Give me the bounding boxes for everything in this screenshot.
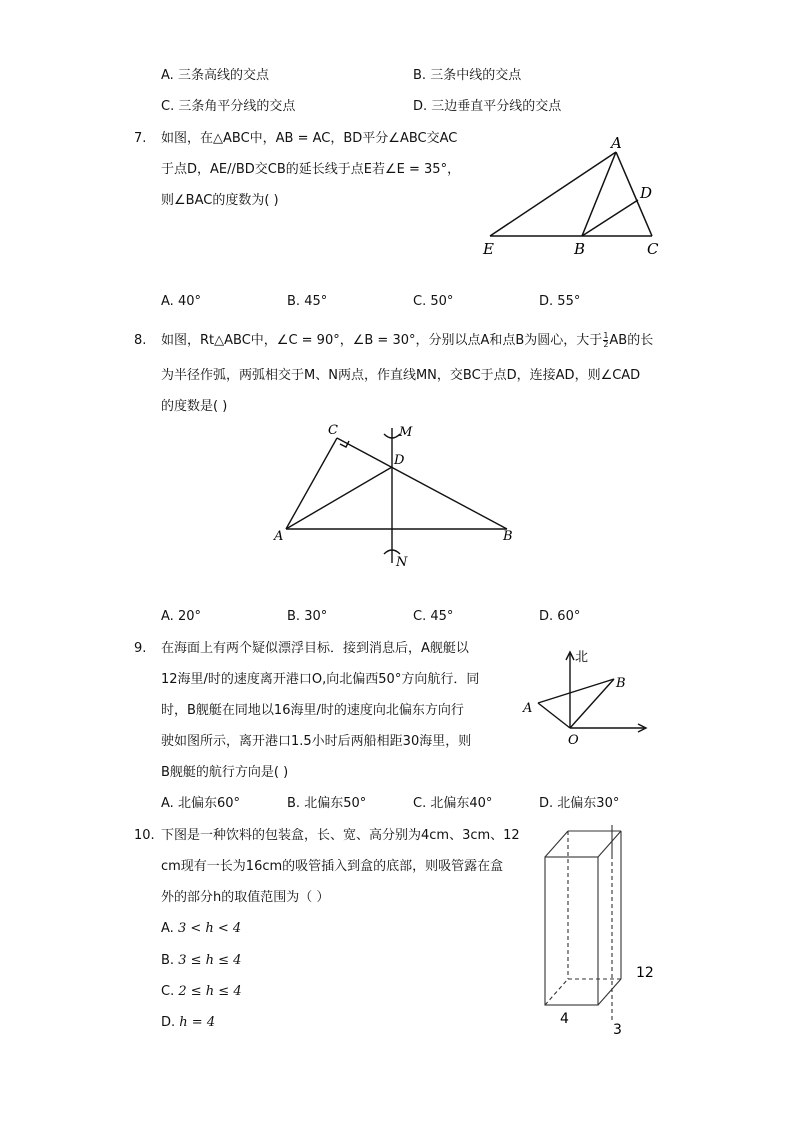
q10-option-d[interactable]: D. h = 4 <box>161 1015 216 1030</box>
q7-label-b: B <box>574 240 586 258</box>
q8-number: 8. <box>134 333 147 348</box>
q10-stem-line-1: 下图是一种饮料的包装盒，长、宽、高分别为4cm、3cm、12 <box>161 828 520 843</box>
q7-label-c: C <box>647 240 659 258</box>
q8-option-b[interactable]: B. 30° <box>287 609 328 624</box>
q8-stem-line-1: 如图，Rt△ABC中，∠C = 90°，∠B = 30°，分别以点A和点B为圆心，大于 $\frac{1}{2}$ AB的长 <box>161 331 654 349</box>
q8-option-a[interactable]: A. 20° <box>161 609 201 624</box>
q8-label-b: B <box>503 529 513 544</box>
q9-stem-line-3: 时，B舰艇在同地以16海里/时的速度向北偏东方向行 <box>161 703 464 718</box>
q7-label-a: A <box>611 134 622 152</box>
q10-number: 10. <box>134 828 155 843</box>
q8-stem-line-3: 的度数是( ) <box>161 399 228 414</box>
q7-option-d[interactable]: D. 55° <box>539 294 581 309</box>
q10-option-a[interactable]: A. 3 < h < 4 <box>161 921 242 936</box>
q8-fraction: $\frac{1}{2}$ <box>603 331 609 349</box>
q7-stem-line-1: 如图，在△ABC中，AB = AC，BD平分∠ABC交AC <box>161 131 458 146</box>
q7-option-c[interactable]: C. 50° <box>413 294 454 309</box>
q10-option-b[interactable]: B. 3 ≤ h ≤ 4 <box>161 953 242 968</box>
q10-stem-line-3: 外的部分h的取值范围为（ ） <box>161 890 330 905</box>
q7-stem-line-2: 于点D，AE//BD交CB的延长线于点E若∠E = 35°， <box>161 162 461 177</box>
q10-label-length: 4 <box>560 1011 569 1027</box>
q8-label-a: A <box>274 529 284 544</box>
q8-option-c[interactable]: C. 45° <box>413 609 454 624</box>
q9-stem-line-2: 12海里/时的速度离开港口O,向北偏西50°方向航行．同 <box>161 672 480 687</box>
q9-label-o: O <box>568 733 579 748</box>
q8-label-m: M <box>399 425 413 440</box>
q7-label-e: E <box>483 240 494 258</box>
q6-option-a[interactable]: A. 三条高线的交点 <box>161 68 269 83</box>
q9-option-b[interactable]: B. 北偏东50° <box>287 796 367 811</box>
q9-label-north: 北 <box>575 650 589 665</box>
q9-number: 9. <box>134 641 147 656</box>
q7-stem-line-3: 则∠BAC的度数为( ) <box>161 193 279 208</box>
q9-label-b: B <box>616 676 626 691</box>
q9-stem-line-4: 驶如图所示，离开港口1.5小时后两船相距30海里，则 <box>161 734 472 749</box>
q7-option-b[interactable]: B. 45° <box>287 294 328 309</box>
q7-label-d: D <box>640 184 653 202</box>
q9-option-a[interactable]: A. 北偏东60° <box>161 796 240 811</box>
q7-number: 7. <box>134 131 147 146</box>
q10-figure <box>530 825 665 1040</box>
q7-option-a[interactable]: A. 40° <box>161 294 201 309</box>
q9-label-a: A <box>523 701 533 716</box>
q8-label-d: D <box>394 453 405 468</box>
q6-option-d[interactable]: D. 三边垂直平分线的交点 <box>413 99 562 114</box>
q9-stem-line-1: 在海面上有两个疑似漂浮目标．接到消息后，A舰艇以 <box>161 641 469 656</box>
q9-stem-line-5: B舰艇的航行方向是( ) <box>161 765 289 780</box>
q8-option-d[interactable]: D. 60° <box>539 609 581 624</box>
q8-stem-line-2: 为半径作弧，两弧相交于M、N两点，作直线MN，交BC于点D，连接AD，则∠CAD <box>161 368 641 383</box>
q8-label-c: C <box>328 423 338 438</box>
q9-figure <box>518 644 653 749</box>
q10-option-c[interactable]: C. 2 ≤ h ≤ 4 <box>161 984 242 999</box>
q10-stem-line-2: cm现有一长为16cm的吸管插入到盒的底部，则吸管露在盒 <box>161 859 504 874</box>
q10-label-height: 12 <box>636 965 654 981</box>
q9-option-d[interactable]: D. 北偏东30° <box>539 796 620 811</box>
q6-option-c[interactable]: C. 三条角平分线的交点 <box>161 99 296 114</box>
q7-figure <box>478 132 678 262</box>
q6-option-b[interactable]: B. 三条中线的交点 <box>413 68 522 83</box>
q8-label-n: N <box>396 555 408 570</box>
q9-option-c[interactable]: C. 北偏东40° <box>413 796 493 811</box>
q8-figure <box>270 418 520 573</box>
q10-label-width: 3 <box>613 1022 622 1038</box>
